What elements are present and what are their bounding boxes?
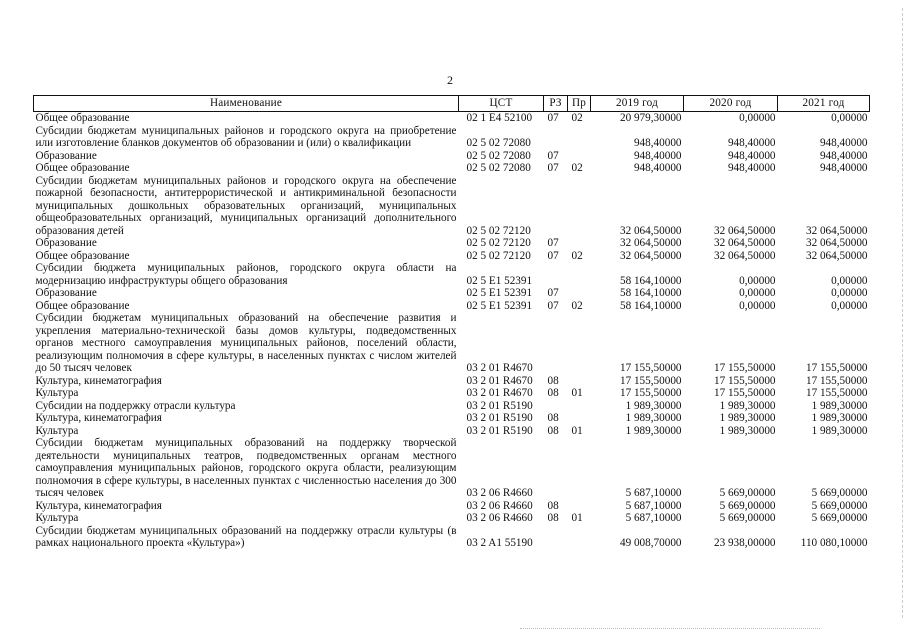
cell-name: Культура [35,387,79,399]
cell-cst: 03 2 06 R4660 [466,487,533,499]
cell-2020: 32 064,50000 [713,249,776,262]
cell-rz [544,400,568,413]
cell-rz: 07 [547,149,559,162]
cell-rz: 08 [547,499,559,512]
cell-name: Субсидии бюджетам муниципальных образований на поддержку творческой деятельности муниципальных театров, подведомственных органам местного самоуправления муниципальных районов, городского округа области, реализующим полномочия в сфере культуры, в населенных пунктах с численностью населения до 300 тысяч человек [35,437,457,499]
cell-2019: 948,40000 [633,137,682,149]
cell-2019: 948,40000 [633,162,682,174]
cell-2019: 58 164,10000 [619,274,682,287]
cell-2019: 32 064,50000 [619,249,682,262]
cell-cst: 02 5 02 72080 [466,162,531,174]
cell-pr: 02 [571,112,583,124]
cell-pr: 02 [571,162,583,174]
cell-rz [544,437,568,500]
table-row [34,312,870,375]
cell-2020: 17 155,50000 [713,374,776,387]
table-row [34,437,870,500]
cell-name: Культура [35,424,79,437]
cell-rz: 08 [547,512,559,524]
cell-cst: 03 2 A1 55190 [466,537,533,549]
cell-cst: 03 2 01 R5190 [466,399,533,412]
cell-2020: 32 064,50000 [713,237,776,249]
cell-pr [568,437,591,500]
cell-rz [544,262,568,287]
cell-2019: 17 155,50000 [619,387,682,399]
cell-rz: 07 [547,112,559,124]
cell-2020: 32 064,50000 [713,224,776,237]
table-row [34,512,870,525]
cell-2019: 948,40000 [633,149,682,162]
cell-2021: 5 669,00000 [811,512,868,524]
cell-rz: 07 [547,237,559,249]
cell-2020: 948,40000 [727,149,776,162]
cell-cst: 03 2 06 R4660 [466,499,533,512]
cell-2021: 32 064,50000 [805,249,868,262]
cell-name: Общее образование [35,112,130,124]
cell-2020: 17 155,50000 [713,387,776,399]
cell-pr [568,175,591,238]
scan-artifact-bottom [520,628,820,631]
scan-artifact-right-edge [901,8,903,618]
cell-2020: 948,40000 [727,137,776,149]
cell-rz: 07 [547,249,559,262]
table-row [34,400,870,413]
cell-2021: 17 155,50000 [805,362,868,374]
cell-2021: 32 064,50000 [805,224,868,237]
cell-pr [568,262,591,287]
cell-cst: 02 5 02 72120 [466,249,531,262]
cell-cst: 02 5 02 72120 [466,224,531,237]
cell-rz [544,125,568,150]
cell-cst: 02 5 02 72080 [466,149,531,162]
table-row [34,125,870,150]
cell-2021: 948,40000 [819,149,868,162]
table-row [34,162,870,175]
cell-name: Культура, кинематография [35,499,162,512]
table-row [34,425,870,438]
cell-2019: 17 155,50000 [619,362,682,374]
cell-rz: 08 [547,412,559,424]
header-2021: 2021 год [778,96,870,112]
table-row [34,250,870,263]
cell-name: Общее образование [35,162,130,174]
cell-2019: 58 164,10000 [619,299,682,312]
cell-cst: 03 2 01 R5190 [466,412,533,424]
table-header-row [34,96,870,112]
cell-2019: 1 989,30000 [625,424,682,437]
cell-rz: 08 [547,424,559,437]
cell-2021: 948,40000 [819,137,868,149]
cell-rz: 07 [547,287,559,299]
cell-cst: 03 2 01 R4670 [466,387,533,399]
cell-pr [568,500,591,513]
cell-2020: 17 155,50000 [713,362,776,374]
cell-2021: 948,40000 [819,162,868,174]
cell-2019: 1 989,30000 [625,399,682,412]
cell-pr [568,237,591,250]
cell-2021: 0,00000 [831,299,868,312]
cell-pr [568,312,591,375]
cell-2021: 1 989,30000 [811,424,868,437]
table-row [34,287,870,300]
cell-2019: 5 687,10000 [625,499,682,512]
cell-2020: 5 669,00000 [719,487,776,499]
cell-name: Субсидии на поддержку отрасли культура [35,399,236,412]
table-row [34,375,870,388]
cell-pr: 01 [571,424,583,437]
cell-2021: 0,00000 [831,287,868,299]
cell-2019: 1 989,30000 [625,412,682,424]
cell-name: Культура, кинематография [35,374,162,387]
cell-pr [568,412,591,425]
cell-cst: 02 5 E1 52391 [466,299,533,312]
header-2020: 2020 год [684,96,778,112]
cell-2019: 32 064,50000 [619,224,682,237]
cell-cst: 03 2 01 R5190 [466,424,533,437]
cell-name: Общее образование [35,299,130,312]
table-row [34,387,870,400]
cell-2019: 5 687,10000 [625,487,682,499]
cell-pr: 02 [571,249,583,262]
cell-rz [544,175,568,238]
cell-name: Субсидии бюджетам муниципальных районов и городского округа на приобретение или изготовление бланков документов об образовании и (или) о квалификации [35,124,457,149]
cell-cst: 02 1 E4 52100 [466,112,533,124]
cell-2019: 20 979,30000 [619,112,682,124]
table-row [34,237,870,250]
header-cst: ЦСТ [459,96,544,112]
cell-name: Образование [35,287,97,299]
budget-table [33,95,870,550]
cell-cst: 03 2 01 R4670 [466,374,533,387]
cell-2021: 5 669,00000 [811,499,868,512]
cell-2020: 0,00000 [739,274,776,287]
cell-2019: 17 155,50000 [619,374,682,387]
cell-2019: 32 064,50000 [619,237,682,249]
header-rz: РЗ [544,96,568,112]
cell-name: Субсидии бюджетам муниципальных районов и городского округа на обеспечение пожарной безопасности, антитеррористической и антикриминальной безопасности муниципальных дошкольных образовательных организаций, муниципальных общеобразовательных организаций, муниципальных организаций дополнительного образования детей [35,174,457,237]
header-name: Наименование [34,96,459,112]
table-row [34,525,870,550]
table-row [34,112,870,125]
cell-rz: 07 [547,299,559,312]
cell-2021: 110 080,10000 [800,537,868,549]
table-row [34,262,870,287]
cell-2021: 0,00000 [831,274,868,287]
cell-rz [544,525,568,550]
cell-rz: 07 [547,162,559,174]
header-2019: 2019 год [591,96,684,112]
cell-rz [544,312,568,375]
cell-2020: 0,00000 [739,287,776,299]
cell-pr: 01 [571,512,583,524]
header-pr: Пр [568,96,591,112]
cell-pr [568,525,591,550]
cell-2021: 1 989,30000 [811,399,868,412]
cell-2021: 32 064,50000 [805,237,868,249]
cell-name: Культура, кинематография [35,412,162,424]
cell-2020: 0,00000 [739,112,776,124]
cell-2019: 5 687,10000 [625,512,682,524]
cell-2019: 58 164,10000 [619,287,682,299]
cell-2021: 5 669,00000 [811,487,868,499]
cell-name: Общее образование [35,249,130,262]
cell-2020: 1 989,30000 [719,399,776,412]
table-row [34,300,870,313]
cell-cst: 02 5 E1 52391 [466,287,533,299]
cell-2021: 0,00000 [831,112,868,124]
cell-2021: 17 155,50000 [805,387,868,399]
cell-2020: 0,00000 [739,299,776,312]
cell-rz: 08 [547,387,559,399]
cell-2021: 1 989,30000 [811,412,868,424]
cell-name: Субсидии бюджетам муниципальных образований на обеспечение развития и укрепления материально-технической базы домов культуры, подведомственных органов местного самоуправления муниципальных районов, поселений области, реализующим полномочия в сфере культуры, в населенных пунктах с числом жителей до 50 тысяч человек [35,312,457,374]
cell-cst: 03 2 06 R4660 [466,512,533,524]
table-row [34,500,870,513]
cell-2020: 5 669,00000 [719,499,776,512]
page-number: 2 [447,73,453,87]
cell-pr [568,375,591,388]
cell-pr: 01 [571,387,583,399]
cell-2020: 948,40000 [727,162,776,174]
cell-name: Образование [35,237,97,249]
cell-2020: 5 669,00000 [719,512,776,524]
cell-2020: 1 989,30000 [719,412,776,424]
cell-2021: 17 155,50000 [805,374,868,387]
cell-pr: 02 [571,299,583,312]
cell-pr [568,400,591,413]
cell-rz: 08 [547,374,559,387]
cell-2020: 23 938,00000 [713,537,776,549]
table-row [34,150,870,163]
cell-2019: 49 008,70000 [619,537,682,549]
cell-cst: 02 5 02 72080 [466,137,531,149]
cell-pr [568,125,591,150]
cell-name: Культура [35,512,79,524]
cell-pr [568,150,591,163]
cell-cst: 02 5 02 72120 [466,237,531,249]
cell-2020: 1 989,30000 [719,424,776,437]
cell-cst: 03 2 01 R4670 [466,362,533,374]
table-row [34,412,870,425]
cell-pr [568,287,591,300]
cell-cst: 02 5 E1 52391 [466,274,533,287]
table-row [34,175,870,238]
cell-name: Образование [35,149,97,162]
cell-name: Субсидии бюджета муниципальных районов, городского округа области на модернизацию инфраструктуры общего образования [35,262,457,287]
cell-name: Субсидии бюджетам муниципальных образований на поддержку отрасли культуры (в рамках национального проекта «Культура») [35,524,457,549]
